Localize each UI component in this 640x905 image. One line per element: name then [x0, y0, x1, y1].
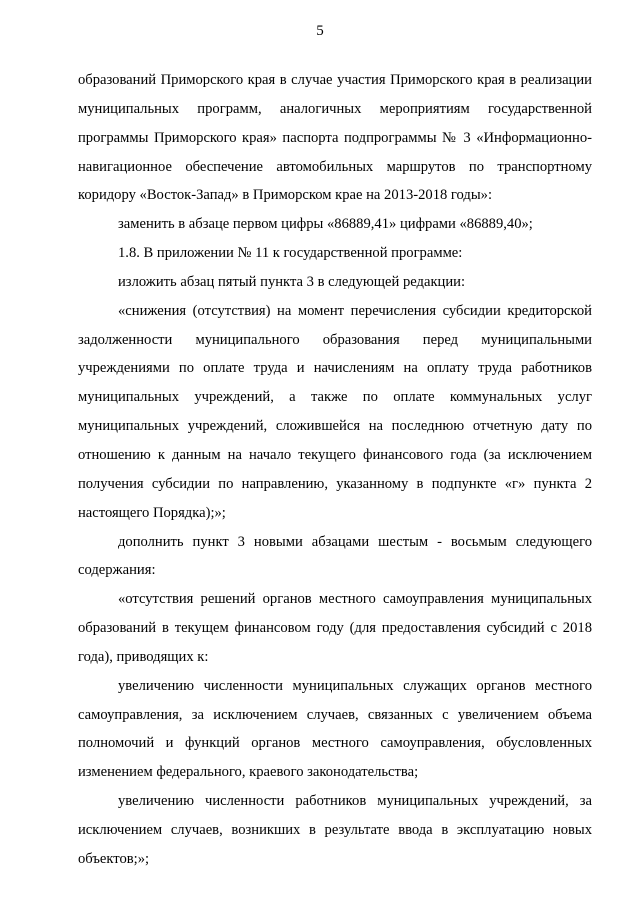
- paragraph-7: «отсутствия решений органов местного самоуправления муниципальных образований в текущем финансовом году (для предоставления субсидий с 2018 года), приводящих к:: [78, 591, 592, 665]
- paragraph-5: «снижения (отсутствия) на момент перечисления субсидии кредиторской задолженности муниципального образования перед муниципальными учреждениями по оплате труда и начислениям на оплату труда работников муниципальных учреждений, а также по оплате коммунальных услуг муниципальных учреждений, сложившейся на последнюю отчетную дату по отношению к данным на начало текущего финансового года (за исключением получения субсидии по направлению, указанному в подпункте «г» пункта 2 настоящего Порядка);»;: [78, 302, 592, 521]
- paragraph-3: 1.8. В приложении № 11 к государственной программе:: [118, 245, 463, 262]
- paragraph-2: заменить в абзаце первом цифры «86889,41» цифрами «86889,40»;: [118, 216, 533, 233]
- paragraph-8: увеличению численности муниципальных служащих органов местного самоуправления, за исключением случаев, связанных с увеличением объема полномочий и функций органов местного самоуправления, обусловленных изменением федерального, краевого законодательства;: [78, 677, 592, 781]
- paragraph-4: изложить абзац пятый пункта 3 в следующей редакции:: [118, 273, 466, 290]
- paragraph-9: увеличению численности работников муниципальных учреждений, за исключением случаев, возникших в результате ввода в эксплуатацию новых объектов;»;: [78, 793, 592, 867]
- paragraph-1: образований Приморского края в случае участия Приморского края в реализации муниципальных программ, аналогичных мероприятиям государственной программы Приморского края» паспорта подпрограммы № 3 «Информационно-навигационное обеспечение автомобильных маршрутов по транспортному коридору «Восток-Запад» в Приморском крае на 2013-2018 годы»:: [78, 72, 592, 204]
- paragraph-6: дополнить пункт 3 новыми абзацами шестым - восьмым следующего содержания:: [78, 533, 592, 579]
- page-number: 5: [316, 23, 324, 39]
- document-body: [78, 66, 592, 874]
